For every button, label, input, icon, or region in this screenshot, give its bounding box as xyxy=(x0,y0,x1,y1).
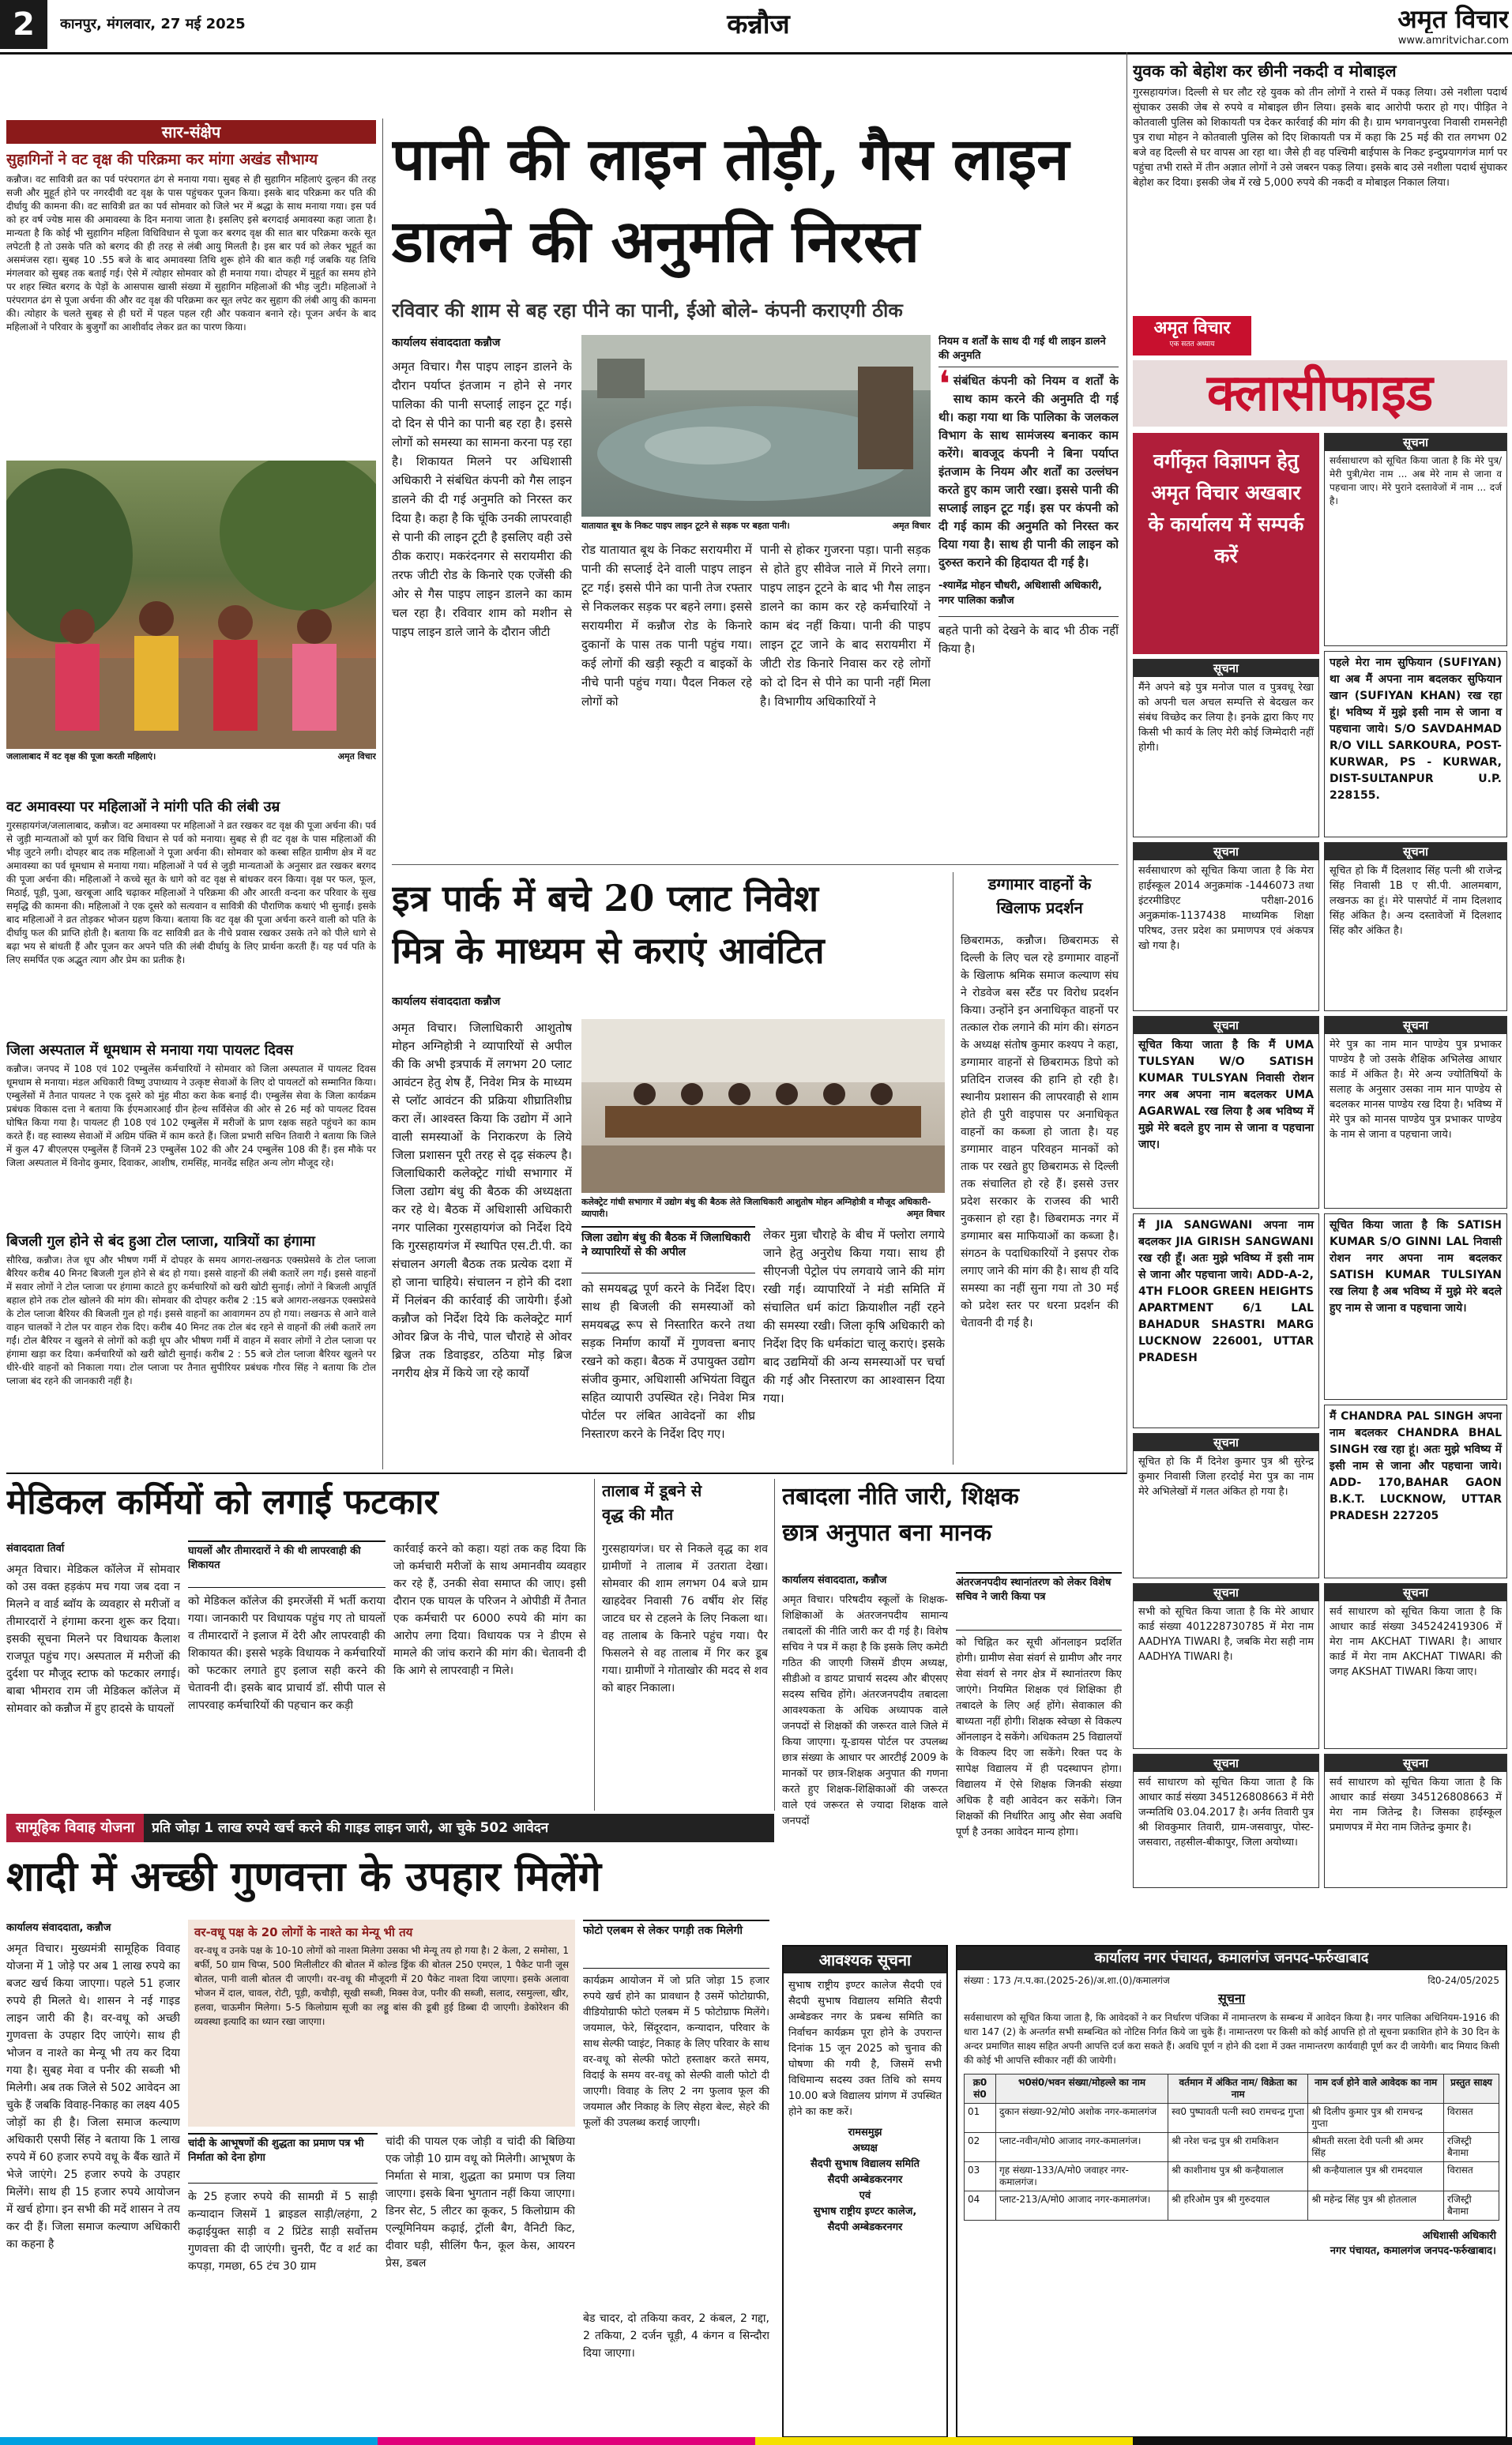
brief-3 xyxy=(6,1041,376,1229)
right-top-story xyxy=(1133,60,1507,305)
public-notice-body: सुभाष राष्ट्रीय इण्टर कालेज सैदपी एवं सैदपी सुभाष विद्यालय समिति सैदपी अम्बेडकर नगर के प्रबन्ध समिति का निर्वाचन कार्यक्रम पूरा होने के उपरान्त दिनांक 15 जून 2025 को चुनाव की घोषणा की गयी है, जिसमें सभी विधिमान्य सदस्य उक्त तिथि को समय 10.00 बजे विद्यालय प्रांगण में उपस्थित होने का कष्ट करें। xyxy=(788,1980,942,2118)
second-headline xyxy=(392,872,945,983)
pond-body: गुरसहायगंज। घर से निकले वृद्ध का शव ग्रामीणों ने तालाब में उतराता देखा। सोमवार की शाम लगभग 04 बजे ग्राम खाहदेवर निवासी 76 वर्षीय शेर सिंह जाटव घर से टहलने के लिए निकला था। वह तालाब के किनारे पहुंच गया। पैर फिसलने से वह तालाब में गिर कर डूब गया। ग्रामीणों ने गोताखोर की मदद से शव को बाहर निकाला। xyxy=(602,1543,768,1695)
transfer-column-rule xyxy=(774,1479,775,1811)
medical-byline: संवाददाता तिर्वा xyxy=(6,1543,65,1555)
second-photo-caption: कलेक्ट्रेट गांधी सभागार में उद्योग बंधु की बैठक लेते जिलाधिकारी आशुतोष मोहन अग्निहोत्री व मौजूद अधिकारी-व्यापारी। xyxy=(581,1197,931,1219)
table-header-cell: नाम दर्ज होने वाले आवेदक का नाम xyxy=(1308,2074,1444,2104)
lead-sidebar xyxy=(938,335,1119,856)
sar-sankshep-label-text: सार-संक्षेप xyxy=(161,122,221,141)
table-cell: दुकान संख्या-92/मो0 अशोक नगर-कमालगंज xyxy=(996,2104,1168,2133)
edition-name: कन्नौज xyxy=(727,9,790,40)
classified-promo-text: वर्गीकृत विज्ञापन हेतु अमृत विचार अखबार के कार्यालय में सम्पर्क करें xyxy=(1148,450,1304,567)
brief-1-photo-caption: जलालाबाद में वट वृक्ष की पूजा करती महिलाएं। xyxy=(6,751,156,762)
lead-sidebar-heading: नियम व शर्तों के साथ दी गई थी लाइन डालने की अनुमति xyxy=(938,335,1119,367)
lead-sidebar-continuation: बहते पानी को देखने के बाद भी ठीक नहीं किया है। xyxy=(938,616,1119,658)
classified-notice-r6 xyxy=(1324,1405,1507,1578)
brief-1 xyxy=(6,150,376,798)
municipal-body: सर्वसाधारण को सूचित किया जाता है, कि आवेदकों ने कर निर्धारण पंजिका में नामान्तरण के सम्बन्ध में आवेदन किया है। नगर पालिका अधिनियम-1916 की धारा 147 (2) के अन्तर्गत सभी सम्बन्धित को नोटिस निर्गत किये जा चुके हैं। नामान्तरण पर किसी को कोई आपत्ति हो तो सूचना प्रकाशित होने के 30 दिन के अन्दर प्रमाणित साक्ष्य सहित अपनी आपत्ति दर्ज करा सकते हैं। अवधि पूर्ण न होने की दशा में उक्त नामान्तरण कार्यवाही पूर्ण कर दी जायेगी। बाद मियाद किसी की कोई भी आपत्ति स्वीकार नहीं की जायेगी। xyxy=(964,2012,1499,2066)
classified-notice-l1-body: मैंने अपने बड़े पुत्र मनोज पाल व पुत्रवधू रेखा को अपनी चल अचल सम्पत्ति से बेदखल कर संबंध विच्छेद कर लिया है। इनके द्वारा किए गए किसी भी कार्य के लिए मेरी कोई जिम्मेदारी नहीं होगी। xyxy=(1138,682,1314,754)
dateline: कानपुर, मंगलवार, 27 मई 2025 xyxy=(60,16,246,32)
public-notice-org4: सैदपी अम्बेडकरनगर xyxy=(827,2221,903,2233)
transfer-box xyxy=(956,1572,1122,1631)
second-subheading-box xyxy=(581,1226,755,1273)
classified-notice-l7-head: सूचना xyxy=(1134,1755,1318,1772)
classified-notice-l4 xyxy=(1133,1213,1319,1428)
protest-headline xyxy=(961,872,1119,927)
wedding-menu-box xyxy=(188,1920,575,2127)
flooded-road-photo-art xyxy=(581,335,931,517)
lead-photo-caption: यातायात बूथ के निकट पाइप लाइन टूटने से सड़क पर बहता पानी। xyxy=(581,521,790,531)
brief-1-photo-credit: अमृत विचार xyxy=(337,751,376,762)
classified-notice-r4-body: मेरे पुत्र का नाम मान पाण्डेय पुत्र प्रभाकर पाण्डेय है जो उसके शैक्षिक अभिलेख आधार कार्ड में अंकित है। मेरे अन्य ज्योतिषियों के सलाह के अनुसार उसका नाम मान पाण्डेय से बदलकर मानस पाण्डेय रख दिया है। भविष्य में मेरे पुत्र को मानस पाण्डेय पुत्र प्रभाकर पाण्डेय के नाम से जाना व पहचाना जाये। xyxy=(1330,1039,1502,1141)
municipal-ref: संख्या : 173 /न.प.का.(2025-26)/अ.शा.(0)/कमालगंज xyxy=(964,1975,1170,1986)
lead-photo-credit: अमृत विचार xyxy=(892,521,931,531)
classified-notice-r3-body: सूचित हो कि मैं दिलशाद सिंह पत्नी श्री राजेन्द्र सिंह निवासी 1B ए सी.पी. आलमबाग, लखनऊ का हूं। मेरे पासपोर्ट में नाम दिलशाद सिंह अंकित है। अन्य दस्तावेजों में दिलशाद सिंह कौर अंकित है। xyxy=(1330,865,1502,937)
lead-body-col3: पानी से होकर गुजरना पड़ा। पानी सड़क से होते हुए सीवेज नाले में गिरने लगा। पाइप लाइन टूटने के बाद भी गैस लाइन डालने का काम कर रहे कर्मचारियों ने काम बंद नहीं किया। पानी की पाइप लाइन टूट जाने के बाद सरायमीरा में जीटी रोड किनारे निवास कर रहे लोगों को दो दिन से पीने का पानी नहीं मिला है। विभागीय अधिकारियों ने xyxy=(760,543,931,709)
classified-notice-r2 xyxy=(1324,651,1507,837)
brief-1-photo xyxy=(6,461,376,749)
transfer-headline-line2: छात्र अनुपात बना मानक xyxy=(782,1519,992,1547)
municipal-notice xyxy=(956,1945,1507,2438)
wedding-jewellery-heading: चांदी के आभूषणों की शुद्धता का प्रमाण पत्र भी निर्माता को देना होगा xyxy=(188,2138,364,2164)
meeting-hall-photo-art xyxy=(581,1019,945,1193)
classified-notice-r1-body: सर्वसाधारण को सूचित किया जाता है कि मेरे पुत्र/मेरी पुत्री/मेरा नाम ... अब मेरे नाम से जाना व पहचाना जाए। मेरे पुराने दस्तावेजों में नाम ... दर्ज है। xyxy=(1330,455,1502,506)
table-header-cell: प्रस्तुत साक्ष्य xyxy=(1444,2074,1499,2104)
classified-brand-tag: एक सतत अध्याय xyxy=(1169,340,1215,348)
transfer-headline-line1: तबादला नीति जारी, शिक्षक xyxy=(782,1483,1019,1510)
public-notice-and: एवं xyxy=(859,2190,871,2202)
medical-box xyxy=(188,1540,386,1588)
public-notice-org1: सैदपी सुभाष विद्यालय समिति xyxy=(810,2158,920,2170)
public-notice-org2: सैदपी अम्बेडकरनगर xyxy=(827,2174,903,2186)
brand-logo xyxy=(1327,2,1509,33)
classified-promo xyxy=(1133,433,1319,654)
brief-2-headline: वट अमावस्या पर महिलाओं ने मांगी पति की लंबी उम्र xyxy=(6,799,280,815)
wedding-label: सामूहिक विवाह योजना xyxy=(6,1814,144,1842)
table-cell: श्री कन्हैयालाल पुत्र श्री रामदयाल xyxy=(1308,2162,1444,2191)
municipal-table xyxy=(964,2074,1499,2221)
municipal-date: दि0-24/05/2025 xyxy=(1427,1975,1499,1986)
wedding-jewellery-body: के 25 हजार रुपये की सामग्री में 5 साड़ी कन्यादान जिसमें 1 ब्राइडल साड़ी/लहंगा, 2 कढ़ाईयुक्त साड़ी व 2 प्रिंटेड साड़ी सर्वोत्तम गुणवत्ता की दी जाएंगी। चुनरी, पैंट व शर्ट का कपड़ा, गमछा, 65 टंच 30 ग्राम xyxy=(188,2191,378,2273)
transfer-box-heading: अंतरजनपदीय स्थानांतरण को लेकर विशेष सचिव ने जारी किया पत्र xyxy=(956,1577,1111,1603)
table-cell: 03 xyxy=(965,2162,996,2191)
medical-body-col3: कार्रवाई करने को कहा। यहां तक कह दिया कि जो कर्मचारी मरीजों के साथ अमानवीय व्यवहार कर रहे हैं, उनकी सेवा समाप्त की जाए। इसी दौरान एक घायल के परिजन ने ओपीडी में तैनात एक कर्मचारी पर 6000 रुपये की मांग का आरोप लगा दिया। विधायक पत्र ने डीएम से मामले की जांच कराने की मांग की। चेतावनी दी कि आगे से लापरवाही न मिले। xyxy=(393,1543,586,1677)
classified-banner xyxy=(1133,311,1507,428)
table-cell: श्री काशीनाथ पुत्र श्री कन्हैयालाल xyxy=(1168,2162,1308,2191)
lead-headline-line1: पानी की लाइन तोड़ी, गैस लाइन xyxy=(392,126,1070,194)
table-cell: श्री नरेश चन्द्र पुत्र श्री रामकिशन xyxy=(1168,2133,1308,2162)
classified-notice-r7-body: सर्व साधारण को सूचित किया जाता है कि आधार कार्ड संख्या 345242419306 में मेरा नाम AKCHAT TIWARI है। आधार कार्ड में मेरा नाम AKCHAT TIWARI की जगह AKSHAT TIWARI किया जाए। xyxy=(1330,1606,1502,1678)
wedding-menu-heading: वर-वधू पक्ष के 20 लोगों के नाश्ते का मेन्यू भी तय xyxy=(194,1925,413,1939)
second-photo xyxy=(581,1019,945,1193)
classified-notice-l4-body: मैं JIA SANGWANI अपना नाम बदलकर JIA GIRISH SANGWANI रख रही हूँ। अतः मुझे भविष्य में इसी नाम से जाना और पहचाना जाये। ADD-A-2, 4TH FLOOR GREEN HEIGHTS APARTMENT 6/1 LAL BAHADUR SHASTRI MARG LUCKNOW 226001, UTTAR PRADESH xyxy=(1138,1219,1314,1364)
classified-notice-l5 xyxy=(1133,1433,1319,1578)
second-body-col3: को समयबद्ध पूर्ण करने के निर्देश दिए। साथ ही बिजली की समस्याओं को समयबद्ध रूप से निस्तारित करने तथा सड़क निर्माण कार्यों में गुणवत्ता बनाए रखने को कहा। बैठक में उपायुक्त उद्योग संजीव कुमार, अधिशासी अभियंता विद्युत सहित व्यापारी उपस्थित रहे। निवेश मित्र पोर्टल पर लंबित आवेदनों का शीघ्र निस्तारण करने के निर्देश दिए गए। xyxy=(581,1281,755,1441)
middle-section-rule xyxy=(6,1473,1126,1474)
pond-headline xyxy=(602,1479,768,1534)
table-cell: प्लाट-नवीन/मो0 आजाद नगर-कमालगंज। xyxy=(996,2133,1168,2162)
lead-sidebar-attribution: -श्यामेंद्र मोहन चौधरी, अधिशासी अधिकारी, नगर पालिका कन्नौज xyxy=(938,580,1103,607)
second-headline-line1: इत्र पार्क में बचे 20 प्लाट निवेश xyxy=(392,877,819,920)
classified-brand xyxy=(1133,316,1251,355)
lead-photo xyxy=(581,335,931,517)
wedding-body-col5: बेड चादर, दो तकिया कवर, 2 कंबल, 2 गद्दा, 2 तकिया, 2 दर्जन चूड़ी, 4 कंगन व सिन्दौरा दिया जाएगा। xyxy=(583,2312,769,2360)
table-row xyxy=(965,2191,1499,2221)
masthead-rule xyxy=(0,52,1512,55)
brief-3-body: कन्नौज। जनपद में 108 एवं 102 एम्बुलेंस कर्मचारियों ने सोमवार को जिला अस्पताल में पायलट दिवस धूमधाम से मनाया। मंडल अधिकारी विष्णु उपाध्याय ने उत्कृष्ट सेवाओं के लिए दो पायलटों को सम्मानित किया। एम्बुलेंसों में तैनात पायलट ने एक दूसरे को मुंह मीठा करा केक बनाई दी। एम्बुलेंस सेवा के जिला कार्यक्रम प्रबंधक विकास दत्ता ने बताया कि ईएमआरआई ग्रीन हेल्थ सर्विसेज की ओर से 26 मई को पायलट दिवस घोषित किया गया है। पायलट ही 108 एवं 102 एम्बुलेंस में मरीजों के प्राण रक्षक सहते पहुंचने का काम करते हैं। वह स्वास्थ्य सेवाओं में अग्रिम पंक्ति में काम करते हैं। जिला प्रभारी सचिन तिवारी ने बताया कि जिले में कुल 47 बीएलएस एम्बुलेंस हैं जिनमें 23 एम्बुलेंस 102 की और 24 एम्बुलेंस 108 की हैं। इस मौके पर जिला अस्पताल में विनोद कुमार, दिवाकर, आशीष, रामसिंह, मानवेंद्र सहित अन्य लोग मौजूद रहे। xyxy=(6,1063,376,1168)
classified-notice-l7 xyxy=(1133,1754,1319,1888)
registration-bar-cyan xyxy=(0,2437,378,2445)
protest-body: छिबरामऊ, कन्नौज। छिबरामऊ से दिल्ली के लिए चल रहे डग्गामार वाहनों के खिलाफ श्रमिक समाज कल्याण संघ ने रोडवेज बस स्टैंड पर विरोध प्रदर्शन किया। उन्होंने इन अनाधिकृत वाहनों पर तत्काल रोक लगाने की मांग की। संगठन के अध्यक्ष संतोष कुमार कश्यप ने कहा, डग्गामार वाहनों से छिबरामऊ डिपो को प्रतिदिन राजस्व की हानि हो रही है। स्थानीय प्रशासन की लापरवाही से शाम होते ही पुरी वाइपास पर अनाधिकृत वाहनों का कब्जा हो जाता है। यह डग्गामार वाहन परिवहन मानकों को ताक पर रखते हुए छिबरामऊ से दिल्ली तक संचालित हो रहे हैं। इससे उत्तर प्रदेश सरकार के राजस्व की भारी नुकसान हो रहा है। छिबरामऊ नगर में डग्गामार बस माफियाओं का कब्जा है। संगठन के पदाधिकारियों ने इसपर रोक लगाए जाने की मांग की है। साथ ही यदि समस्या का नहीं सुना गया तो 30 मई को प्रदेश स्तर पर धरना प्रदर्शन की चेतावनी दी गई है। xyxy=(961,935,1119,1330)
table-cell: विरासत xyxy=(1444,2104,1499,2133)
table-cell: श्री हरिओम पुत्र श्री गुरुदयाल xyxy=(1168,2191,1308,2221)
right-column-rule xyxy=(1126,52,1127,1474)
registration-bar-magenta xyxy=(378,2437,755,2445)
public-notice-sign-title: अध्यक्ष xyxy=(852,2142,878,2154)
public-notice-heading: आवश्यक सूचना xyxy=(784,1947,946,1973)
classified-notice-r7-head: सूचना xyxy=(1325,1584,1506,1601)
brief-1-body: कन्नौज। वट सावित्री व्रत का पर्व परंपरागत ढंग से मनाया गया। सुबह से ही सुहागिन महिलाएं दुल्हन की तरह सजी और मुहूर्त होने पर नगरदीवी वट वृक्ष के पास पहुंचकर पूजन किया। इसके बाद परिक्रमा कर पति की दीर्घायु की कामना की। वट सावित्री व्रत का पर्व सोमवार को जिले भर में श्रद्धा के साथ मनाया गया। इस पर्व को हर वर्ष ज्येष्ठ मास की अमावस्या के दिन मनाया जाता है। इसलिए इसे बरगदाई अमावस्या कहा जाता है। मान्यता है कि कोई भी सुहागिन महिला विधिविधान से पूजा कर बरगद वृक्ष की सात बार परिक्रमा करके सूत लपेटती है तो उसके पति को बरगद की ही तरह से लंबी आयु मिलती है। इस बार पर्व को लेकर भूहूर्त का असमंजस रहा। सुबह 10 .55 बजे के बाद अमावस्या तिथि शुरू होने की बात कही गई जबकि यह तिथि मंगलवार को सुबह तक बताई गई। ऐसे में त्योहार सोमवार को ही मनाया गया। दोपहर में मुहूर्त का समय होने पर शहर स्थित बरगद के पेड़ों के आसपास खासी संख्या में सुहागिन महिलाओं की भीड़ जुटी। महिलाओं ने परंपरागत ढंग से पूजा अर्चना की और वट वृक्ष की परिक्रमा कर सूत लपेट कर सुहाग की लंबी आयु की कामना की। त्योहार के चलते सुबह से ही घरों में पहल पहल रही और पकवान बनाने रहे। पूजन अर्चन के बाद महिलाओं ने परिवार के बुजुर्गों का आशीर्वाद लेकर व्रत का पारण किया। xyxy=(6,174,376,333)
transfer-body: अमृत विचार। परिषदीय स्कूलों के शिक्षक-शिक्षिकाओं के अंतरजनपदीय सामान्य तबादलों की नीति जारी कर दी गई है। विशेष सचिव ने पत्र में कहा है कि इसके लिए कमेटी गठित की जाएगी जिसमें डीएम अध्यक्ष, सीडीओ व डायट प्राचार्य सदस्य और बीएसए सदस्य सचिव होंगे। अंतरजनपदीय तबादला आवश्यकता के अधिक अध्यापक वाले जनपदों से शिक्षकों की जरूरत वाले जिले में किया जाएगा। यू-डायस पोर्टल पर उपलब्ध छात्र संख्या के आधार पर आरटीई 2009 के मानकों पर छात्र-शिक्षक अनुपात की गणना करते हुए शिक्षक-शिक्षिकाओं की जरूरत वाले एवं जरूरत से ज्यादा शिक्षक वाले जनपदों xyxy=(782,1594,948,1827)
municipal-sign-office: नगर पंचायत, कमालगंज जनपद-फर्रुखाबाद। xyxy=(1330,2245,1496,2257)
table-row xyxy=(965,2133,1499,2162)
second-headline-line2: मित्र के माध्यम से कराएं आवंटित xyxy=(392,929,825,972)
table-cell: श्रीमती सरला देवी पत्नी श्री अमर सिंह xyxy=(1308,2133,1444,2162)
pond-headline-line2: वृद्ध की मौत xyxy=(602,1505,674,1524)
wedding-kicker: प्रति जोड़ा 1 लाख रुपये खर्च करने की गाइड लाइन जारी, आ चुके 502 आवेदन xyxy=(144,1814,774,1842)
table-cell: श्री महेन्द्र सिंह पुत्र श्री होतलाल xyxy=(1308,2191,1444,2221)
lead-headline-line2: डालने की अनुमति निरस्त xyxy=(392,208,920,276)
classified-notice-l3-head: सूचना xyxy=(1134,1017,1318,1034)
wedding-album-body: कार्यक्रम आयोजन में जो प्रति जोड़ा 15 हजार रुपये खर्च होने का प्रावधान है उसमें फोटोग्राफी, वीडियोग्राफी फोटो एलबम में 5 फोटोग्राफ मिलेंगे। जयमाल, फेरे, सिंदूरदान, कन्यादान, परिवार के साथ सेल्फी प्वाइंट, निकाह के लिए परिवार के साथ वर-वधू को सेल्फी फोटो हस्ताक्षर करते समय, विदाई के समय वर-वधू को सेल्फी वाली फोटो दी जाएगी। विवाह के लिए 2 नग फुलाव फूल की जयमाल और निकाह के लिए सेहरा बेल्ट, सेहरे की फूलों की उपलब्ध कराई जाएगी। xyxy=(583,1975,769,2129)
table-cell: रजिस्ट्री बैनामा xyxy=(1444,2191,1499,2221)
brief-2 xyxy=(6,798,376,1035)
wedding-body-col4: चांदी की पायल एक जोड़ी व चांदी की बिछिया एक जोड़ी 10 ग्राम वधू को मिलेगी। आभूषण के निर्माता से मात्रा, शुद्धता का प्रमाण पत्र लिया जाएगा। इसके बिना भुगतान नहीं किया जाएगा। डिनर सेट, 5 लीटर का कूकर, 5 किलोग्राम की एल्यूमिनियम कढ़ाई, ट्रॉली बैग, वैनिटी किट, दीवार घड़ी, सीलिंग फैन, कूल केस, आयरन प्रेस, डबल xyxy=(386,2135,575,2270)
wedding-body: अमृत विचार। मुख्यमंत्री सामूहिक विवाह योजना में 1 जोड़े पर अब 1 लाख रुपये का बजट खर्च किया जाएगा। पहले 51 हजार रुपये ही मिलते थे। शासन ने नई गाइड लाइन जारी की है। वर-वधू को अच्छी गुणवत्ता के उपहार दिए जाएंगे। साथ ही भोजन व नाश्ते का मेन्यू भी तय कर दिया गया है। सुबह मेवा व पनीर की सब्जी भी मिलेगी। अब तक जिले से 502 आवेदन आ चुके हैं जबकि विवाह-निकाह का लक्ष्य 405 जोड़ों का ही है। जिला समाज कल्याण अधिकारी एसपी सिंह ने बताया कि 1 लाख रुपये में 60 हजार रुपये वधू के बैंक खाते में भेजे जाएंगे। 25 हजार रुपये के उपहार मिलेंगे। साथ ही 15 हजार रुपये आयोजन में खर्च होगा। इन सभी की मदें शासन ने तय कर दी हैं। जिला समाज कल्याण अधिकारी का कहना है xyxy=(6,1943,180,2251)
municipal-notice-title: सूचना xyxy=(1217,1991,1245,2006)
right-top-body: गुरसहायगंज। दिल्ली से घर लौट रहे युवक को तीन लोगों ने रास्ते में पकड़ लिया। उसे नशीला पदार्थ सुंघाकर उसकी जेब से रुपये व मोबाइल छीन लिया। इसके बाद आरोपी फरार हो गए। पीड़ित ने कोतवाली पुलिस को शिकायती पत्र देकर कार्रवाई की मांग की है। ग्राम भगवानपुरवा निवासी रामसनेही पुत्र राधा मोहन ने कोतवाली पुलिस को दिए शिकायती पत्र में कहा कि 25 मई की रात लगभग 02 बजे वह दिल्ली से घर वापस आ रहा था। जैसे ही वह पश्चिमी बाईपास के निकट इन्दुप्रयागगंज मार्ग पर पहुंचा तभी रास्ते में तीन अज्ञात लोगों ने उसे जबरन पकड़ लिया। इसके बाद उसे नशीला पदार्थ सुंघाकर बेहोश कर दिया। इसकी जेब में रखे 5,000 रुपये की नकदी व मोबाइल निकाल लिया। xyxy=(1133,87,1507,189)
transfer-body-col2: को चिह्नित कर सूची ऑनलाइन प्रदर्शित होगी। ग्रामीण सेवा संवर्ग से ग्रामीण और नगर सेवा संवर्ग से नगर क्षेत्र में स्थानांतरण किए जाएंगे। नियमित शिक्षक एवं शिक्षिका ही तबादले के लिए अर्ह होंगे। सेवाकाल की बाध्यता नहीं होगी। शिक्षक स्वेच्छा से विकल्प ऑनलाइन दे सकेंगे। अधिकतम 25 विद्यालयों के विकल्प दिए जा सकेंगे। रिक्त पद के सापेक्ष विद्यालय में ही पदस्थापन होगा। विद्यालय में ऐसे शिक्षक जिनकी संख्या अधिक है वही आवेदन कर सकेंगे। जिन शिक्षकों की निर्धारित आयु और सेवा अवधि पूर्ण है उनका आवेदन मान्य होगा। xyxy=(956,1637,1122,1838)
table-cell: 04 xyxy=(965,2191,996,2221)
table-cell: विरासत xyxy=(1444,2162,1499,2191)
classified-notice-r4 xyxy=(1324,1016,1507,1209)
table-cell: 01 xyxy=(965,2104,996,2133)
classified-notice-r3-head: सूचना xyxy=(1325,843,1506,860)
lead-photo-caption-row xyxy=(581,520,931,536)
protest-headline-line2: खिलाफ प्रदर्शन xyxy=(996,898,1083,917)
classified-notice-r4-head: सूचना xyxy=(1325,1017,1506,1034)
classified-notice-r5-body: सूचित किया जाता है कि SATISH KUMAR S/O GINNI LAL निवासी रोशन नगर अपना नाम बदलकर SATISH KUMAR TULSIYAN रख लिया है अब भविष्य में मुझे मेरे बदले हुए नाम से जाना व पहचाना जाये। xyxy=(1330,1219,1502,1315)
classified-notice-l1-head: सूचना xyxy=(1134,660,1318,677)
classified-notice-l3-body: सूचित किया जाता है कि मैं UMA TULSYAN W/O SATISH KUMAR TULSYAN निवासी रोशन नगर अब अपना नाम बदलकर UMA AGARWAL रख लिया है अब भविष्य में मुझे मेरे बदले हुए नाम से जाना व पहचाना जाए। xyxy=(1138,1039,1314,1151)
table-header-cell: भ0सं0/भवन संख्या/मोहल्ले का नाम xyxy=(996,2074,1168,2104)
second-body-col4: लेकर मुन्ना चौराहे के बीच में फ्लोरा लगाये जाने हेतु अनुरोध किया गया। साथ ही सीएनजी पेट्रोल पंप लगवाये जाने की मांग रखी गई। व्यापारियों ने मंडी समिति में संचालित धर्म कांटा क्रियाशील नहीं रहने की समस्या रखी। जिला कृषि अधिकारी को निर्देश दिए कि धर्मकांटा चालू कराएं। इसके बाद उद्यमियों की अन्य समस्याओं पर चर्चा की गई और निस्तारण का आश्वासन दिया गया। xyxy=(763,1228,945,1405)
classified-notice-l2-head: सूचना xyxy=(1134,843,1318,860)
lead-byline: कार्यालय संवाददाता कन्नौज xyxy=(392,337,501,349)
pond-column-rule xyxy=(594,1479,595,1811)
classified-notice-l5-head: सूचना xyxy=(1134,1434,1318,1451)
classified-notice-r6-body: मैं CHANDRA PAL SINGH अपना नाम बदलकर CHANDRA BHAL SINGH रख रहा हूं। अतः मुझे भविष्य में इसी नाम से जाना और पहचाना जाये। ADD- 170,BAHAR GAON B.K.T. LUCKNOW, UTTAR PRADESH 227205 xyxy=(1330,1410,1502,1522)
lead-subhead: रविवार की शाम से बह रहा पीने का पानी, ईओ बोले- कंपनी कराएगी ठीक xyxy=(392,299,903,322)
public-notice-org3: सुभाष राष्ट्रीय इण्टर कालेज, xyxy=(813,2206,917,2217)
wedding-byline: कार्यालय संवाददाता, कन्नौज xyxy=(6,1922,111,1934)
second-subheading: जिला उद्योग बंधु की बैठक में जिलाधिकारी ने व्यापारियों से की अपील xyxy=(581,1232,750,1258)
sar-sankshep-label xyxy=(6,120,376,144)
brief-4 xyxy=(6,1232,376,1469)
transfer-headline xyxy=(782,1479,1122,1566)
classified-notice-l2 xyxy=(1133,842,1319,1011)
classified-notice-l6-body: सभी को सूचित किया जाता है कि मेरे आधार कार्ड संख्या 401228730785 में मेरा नाम AADHYA TIWARI है, जबकि मेरा सही नाम AADHYA TIWARI है। xyxy=(1138,1606,1314,1663)
left-column-rule xyxy=(382,118,383,1469)
lead-body-col2: रोड यातायात बूथ के निकट सरायमीरा में पानी की सप्लाई देने वाली पाइप लाइन टूट गई। इससे पीने का पानी तेज रफ्तार से निकलकर सड़क पर बहने लगा। इससे सरायमीरा में कन्नौज रोड के किनारे दुकानों के पास तक पानी पहुंच गया। कई लोगों की खड़ी स्कूटी व बाइकों के नीचे पानी पहुंच गया। पैदल निकल रहे लोगों को xyxy=(581,543,752,709)
brief-2-body: गुरसहायगंज/जलालाबाद, कन्नौज। वट अमावस्या पर महिलाओं ने व्रत रखकर वट वृक्ष की पूजा अर्चना की। पर्व से जुड़ी मान्यताओं को पूर्ण कर विधि विधान से पर्व को मनाया। सुबह से ही वट वृक्ष के पास महिलाओं की भीड़ जुटने लगी। दोपहर बाद तक महिलाओं ने पूजा अर्चना की। सोमवार को कस्बा सहित ग्रामीण क्षेत्र में वट अमावस्या का पर्व धूमधाम से मनाया गया। महिलाओं ने पर्व से जुड़ी मान्यताओं के अनुसार व्रत रखकर बरगद की पूजा अर्चना की। महिलाओं ने कच्चे सूत के धागे को वट वृक्ष से बांधकर वरन किया। वृक्ष पर फल, फूल, मिठाई, पूड़ी, पुआ, खरबूजा आदि चढ़ाकर महिलाओं ने परिक्रमा की और आरती वन्दना कर परिवार के सुख समृद्धि की कामना की। महिलाओं ने एक दूसरे को सत्यवान व सावित्री की पौराणिक कथाएं भी सुनाईं। इसके बाद महिलाओं ने व्रत तोड़कर भोजन ग्रहण किया। बताया कि वट वृक्ष की पूजा अर्चना करने वाली को पति के दीर्घायु फल की प्राप्ति होती है। बताया कि वट सावित्री व्रत के नीचे प्रवास रखकर उसके तने को पीले धागे से बढ़ा भय से बांधती हैं और पूजन कर अपने पति की लंबी दीर्घायु के लिए प्रार्थना करती हैं। यह पर्व पति के लिए समर्पित एक अद्भुत त्याग और प्रेम का प्रतीक है। xyxy=(6,820,376,965)
lead-body-col1: अमृत विचार। गैस पाइप लाइन डालने के दौरान पर्याप्त इंतजाम न होने से नगर पालिका की पानी सप्लाई लाइन टूट गई। दो दिन से पीने का पानी बह रहा है। इससे लोगों को समस्या का सामना करना पड़ रहा है। शिकायत मिलने पर अधिशासी अधिकारी ने संबंधित कंपनी को गैस लाइन डालने की दी गई अनुमति को निरस्त कर दिया है। कहा है कि चूंकि उनकी लापरवाही से पानी की लाइन टूटी है इसलिए वही उसे ठीक कराए। मकरंदनगर से सरायमीरा की तरफ जीटी रोड के किनारे एक एजेंसी की ओर से गैस पाइप लाइन डालने का काम चल रहा है। रविवार शाम को मशीन से पाइप लाइन डाले जाने के दौरान जीटी xyxy=(392,359,572,639)
classified-notice-l5-body: सूचित हो कि मैं दिनेश कुमार पुत्र श्री सुरेन्द्र कुमार निवासी जिला हरदोई मेरा पुत्र का नाम मेरे अभिलेखों में गलत अंकित हो गया है। xyxy=(1138,1456,1314,1498)
wedding-jewellery-box xyxy=(188,2133,378,2184)
classified-notice-r8-head: सूचना xyxy=(1325,1755,1506,1772)
right-top-headline: युवक को बेहोश कर छीनी नकदी व मोबाइल xyxy=(1133,62,1397,81)
municipal-office: कार्यालय नगर पंचायत, कमालगंज जनपद-फर्रुखाबाद xyxy=(957,1947,1506,1970)
public-notice xyxy=(782,1945,948,2438)
classified-notice-r3 xyxy=(1324,842,1507,1011)
classified-notice-l6-head: सूचना xyxy=(1134,1584,1318,1601)
classified-notice-l3 xyxy=(1133,1016,1319,1209)
wedding-album-heading: फोटो एलबम से लेकर पगड़ी तक मिलेगी xyxy=(583,1924,743,1937)
wedding-menu-body: वर-वधू व उनके पक्ष के 10-10 लोगों को नाश्ता मिलेगा उसका भी मेन्यू तय हो गया है। 2 केला, 2 समोसा, 1 बर्फी, 50 ग्राम चिप्स, 500 मिलीलीटर की बोतल में कोल्ड ड्रिंक की बोतल 250 एमएल, 1 पैकेट पानी जूस बोतल, पानी वाली बोतल दी जाएगी। वर-वधू की मौजूदगी में 20 पैकेट नाश्ता दिया जाएगा। इसके अलावा भोजन में दाल, चावल, रोटी, पूड़ी, कचौड़ी, सूखी सब्जी, मिक्स वेज, पनीर की सब्जी, सलाद, रसमुल्ला, खीर, हलवा, चाऊमीन मिलेगा। 5-5 किलोग्राम सूजी का लड्डू बांस की डूबी हुई डिब्बा दी जाएगी। डेकोरेशन की व्यवस्था इत्यादि का ध्यान रखा जाएगा। xyxy=(194,1945,569,2027)
public-notice-sign-name: रामसमुझ xyxy=(848,2127,882,2138)
classified-notice-r1 xyxy=(1324,433,1507,646)
page-number: 2 xyxy=(13,6,35,43)
women-worship-photo-art xyxy=(6,461,376,749)
table-cell: रजिस्ट्री बैनामा xyxy=(1444,2133,1499,2162)
wedding-kicker-bar xyxy=(6,1814,774,1842)
table-cell: स्व0 पुष्पावती पत्नी स्व0 रामचन्द्र गुप्ता xyxy=(1168,2104,1308,2133)
quote-mark-icon: ❛ xyxy=(938,363,950,405)
table-row xyxy=(965,2162,1499,2191)
table-header-cell: वर्तमान में अंकित नाम/ विक्रेता का नाम xyxy=(1168,2074,1308,2104)
classified-notice-l6 xyxy=(1133,1583,1319,1749)
table-header-cell: क्र0 सं0 xyxy=(965,2074,996,2104)
registration-bar-yellow xyxy=(755,2437,1133,2445)
lead-headline xyxy=(392,118,1119,292)
classified-notice-l2-body: सर्वसाधारण को सूचित किया जाता है कि मेरा हाईस्कूल 2014 अनुक्रमांक -1446073 तथा इंटरमीडिएट परीक्षा-2016 अनुक्रमांक-1137438 माध्यमिक शिक्षा परिषद, उत्तर प्रदेश का प्रमाणपत्र एवं अंकपत्र खो गया है। xyxy=(1138,865,1314,952)
classified-notice-r7 xyxy=(1324,1583,1507,1749)
table-cell: 02 xyxy=(965,2133,996,2162)
second-photo-credit: अमृत विचार xyxy=(906,1209,945,1219)
classified-title: क्लासीफाइड xyxy=(1133,360,1507,427)
brief-4-body: सौरिख, कन्नौज। तेज धूप और भीषण गर्मी में दोपहर के समय आगरा-लखनऊ एक्सप्रेसवे के टोल प्लाजा बैरियर करीब 40 मिनट बिजली गुल होने से बंद हो गया। इससे वाहनों की लंबी कतारें लग गईं। इससे वाहनों में सवार लोगों ने टोल प्लाजा पर हंगामा काटते हुए कर्मचारियों को खरी खोटी सुनाई। लोगों ने बिजली आपूर्ति बहाल होने तक टोल खोलने की मांग की। सोमवार की दोपहर करीब 2 :15 बजे आगरा-लखनऊ एक्सप्रेसवे के टोल प्लाजा बैरियर की बिजली गुल हो गई। इससे वाहनों का आवागमन ठप हो गया। लखनऊ से आने वाले वाहन चालकों ने टोल पर वाहन रोक दिए। करीब 40 मिनट तक टोल बंद रहने से वाहनों की लंबी कतारें लग गईं। टोल बैरियर न खुलने से लोगों को कड़ी धूप और भीषण गर्मी में वाहन में सवार लोगों ने टोल प्लाजा पर हंगामा खड़ा कर दिया। कर्मचारियों को खरी खोटी सुनाई। करीब 2 : 55 बजे टोल प्लाजा बैरियर खुलने पर धीरे-धीरे वाहनों को निकाला गया। टोल प्लाजा पर तैनात सुपीरियर प्रबंधक गौरव सिंह ने बताया कि टोल प्लाजा बंद रहने की जानकारी नहीं है। xyxy=(6,1254,376,1386)
classified-notice-l7-body: सर्व साधारण को सूचित किया जाता है कि आधार कार्ड संख्या 345126808663 में मेरी जन्मतिथि 03.04.2017 है। अर्नव तिवारी पुत्र श्री शिवकुमार तिवारी, ग्राम-जसवापुर, पोस्ट-जसवारा, तहसील-बीकापुर, जिला अयोध्या। xyxy=(1138,1777,1314,1849)
lead-bottom-rule xyxy=(392,864,1119,865)
classified-notice-r1-head: सूचना xyxy=(1325,434,1506,451)
classified-notice-r8 xyxy=(1324,1754,1507,1888)
table-cell: श्री दिलीप कुमार पुत्र श्री रामचन्द्र गुप्ता xyxy=(1308,2104,1444,2133)
classified-notice-l1 xyxy=(1133,659,1319,837)
brand-logo-text: अमृत विचार xyxy=(1397,4,1509,33)
table-cell: प्लाट-213/A/मो0 आजाद नगर-कमालगंज। xyxy=(996,2191,1168,2221)
classified-notice-r2-body: पहले मेरा नाम सुफियान (SUFIYAN) था अब मैं अपना नाम बदलकर सुफियान खान (SUFIYAN KHAN) रख रहा हूं। भविष्य में मुझे इसी नाम से जाना व पहचाना जाये। S/O SAVDAHMAD R/O VILL SARKOURA, POST-KURWAR, PS - KURWAR, DIST-SULTANPUR U.P. 228155. xyxy=(1330,656,1502,802)
brief-1-headline: सुहागिनों ने वट वृक्ष की परिक्रमा कर मांगा अखंड सौभाग्य xyxy=(6,151,318,168)
protest-headline-line1: डग्गामार वाहनों के xyxy=(987,875,1092,893)
classified-notice-r5 xyxy=(1324,1213,1507,1400)
municipal-table-header xyxy=(965,2074,1499,2104)
second-photo-caption-row xyxy=(581,1196,945,1221)
website-url[interactable]: www.amritvichar.com xyxy=(1397,35,1509,47)
classified-notice-r8-body: सर्व साधारण को सूचित किया जाता है कि आधार कार्ड संख्या 345126808663 में मेरा नाम जितेन्द्र है। जिसका हाईस्कूल प्रमाणपत्र में मेरा नाम जितेन्द्र कुमार है। xyxy=(1330,1777,1502,1834)
wedding-album-box xyxy=(583,1920,769,1969)
medical-body: अमृत विचार। मेडिकल कॉलेज में सोमवार को उस वक्त हड़कंप मच गया जब दवा न मिलने व वार्ड ब्वॉय के व्यवहार से मरीजों व तीमारदारों ने हंगामा करना शुरू कर दिया। इसकी सूचना मिलने पर विधायक कैलाश राजपूत पहुंच गए। अस्पताल में मरीजों की दुर्दशा पर मौजूद स्टाफ को फटकार लगाई। बाबा भीमराव राम जी मेडिकल कॉलेज में सोमवार को कन्नौज में हुए हादसे के घायलों xyxy=(6,1563,180,1715)
second-byline: कार्यालय संवाददाता कन्नौज xyxy=(392,995,501,1008)
municipal-sign-title: अधिशासी अधिकारी xyxy=(1422,2230,1496,2242)
classified-brand-text: अमृत विचार xyxy=(1153,318,1231,338)
medical-box-heading: घायलों और तीमारदारों ने की थी लापरवाही की शिकायत xyxy=(188,1545,361,1571)
medical-headline: मेडिकल कर्मियों को लगाई फटकार xyxy=(6,1482,438,1522)
transfer-byline: कार्यालय संवाददाता, कन्नौज xyxy=(782,1574,887,1586)
page-number-badge xyxy=(0,0,47,49)
lead-sidebar-quote: संबंधित कंपनी को नियम व शर्तों के साथ काम करने की अनुमति दी गई थी। कहा गया था कि पालिका के जलकल विभाग के साथ सामंजस्य बनाकर काम करेंगे। बावजूद कंपनी ने बिना पर्याप्त इंतजाम के नियम और शर्तों का उल्लंघन करते हुए काम जारी रखा। इससे पानी की सप्लाई लाइन टूट गई। इस पर कंपनी को दी गई काम की अनुमति को निरस्त कर दिया गया है। साथ ही पानी की लाइन को दुरुस्त कराने की हिदायत दी गई है। xyxy=(938,374,1119,570)
medical-body-col2: को मेडिकल कॉलेज की इमरजेंसी में भर्ती कराया गया। जानकारी पर विधायक पहुंच गए तो घायलों व तीमारदारों ने इलाज में देरी और लापरवाही की शिकायत की। इससे भड़के विधायक ने कर्मचारियों को फटकार लगाते हुए इलाज सही करने की चेतावनी दी। इसके बाद प्राचार्य डॉ. सीपी पाल से लापरवाह कर्मचारियों की पहचान कर कड़ी xyxy=(188,1595,386,1712)
wedding-headline: शादी में अच्छी गुणवत्ता के उपहार मिलेंगे xyxy=(6,1853,602,1901)
registration-bar-black xyxy=(1133,2437,1512,2445)
table-row xyxy=(965,2104,1499,2133)
table-cell: गृह संख्या-133/A/मो0 जवाहर नगर-कमालगंज। xyxy=(996,2162,1168,2191)
pond-headline-line1: तालाब में डूबने से xyxy=(602,1481,702,1500)
brief-3-headline: जिला अस्पताल में धूमधाम से मनाया गया पायलट दिवस xyxy=(6,1042,294,1059)
brief-4-headline: बिजली गुल होने से बंद हुआ टोल प्लाजा, यात्रियों का हंगामा xyxy=(6,1233,315,1250)
second-body: अमृत विचार। जिलाधिकारी आशुतोष मोहन अग्निहोत्री ने व्यापारियों से अपील की कि अभी इत्रपार्क में लगभग 20 प्लाट आवंटन हेतु शेष हैं, निवेश मित्र के माध्यम से प्लॉट आवंटन की प्रक्रिया शीघ्रातिशीघ्र करा लें। आश्वस्त किया कि उद्योग में आने वाली समस्याओं के निराकरण के लिये जिला प्रशासन पूरी तरह से दृढ़ संकल्प है। जिलाधिकारी कलेक्ट्रेट गांधी सभागार में जिला उद्योग बंधु की बैठक की अध्यक्षता कर रहे थे। बैठक में अधिशासी अधिकारी नगर पालिका गुरसहायगंज को निर्देश दिये कि गुरसहायगंज में स्थापित एस.टी.पी. का संचालन अगली बैठक तक प्रत्येक दशा में हो जाना चाहिये। संचालन न होने की दशा में निलंबन की कार्रवाई की जायेगी। ईओ कन्नौज को निर्देश दिये कि कलेक्ट्रेट मार्ग ओवर ब्रिज के नीचे, पाल चौराहे से ओवर ब्रिज तक डिवाइडर, ठठिया मोड़ ब्रिज नगरीय क्षेत्र में किये जा रहे कार्यों xyxy=(392,1021,572,1380)
